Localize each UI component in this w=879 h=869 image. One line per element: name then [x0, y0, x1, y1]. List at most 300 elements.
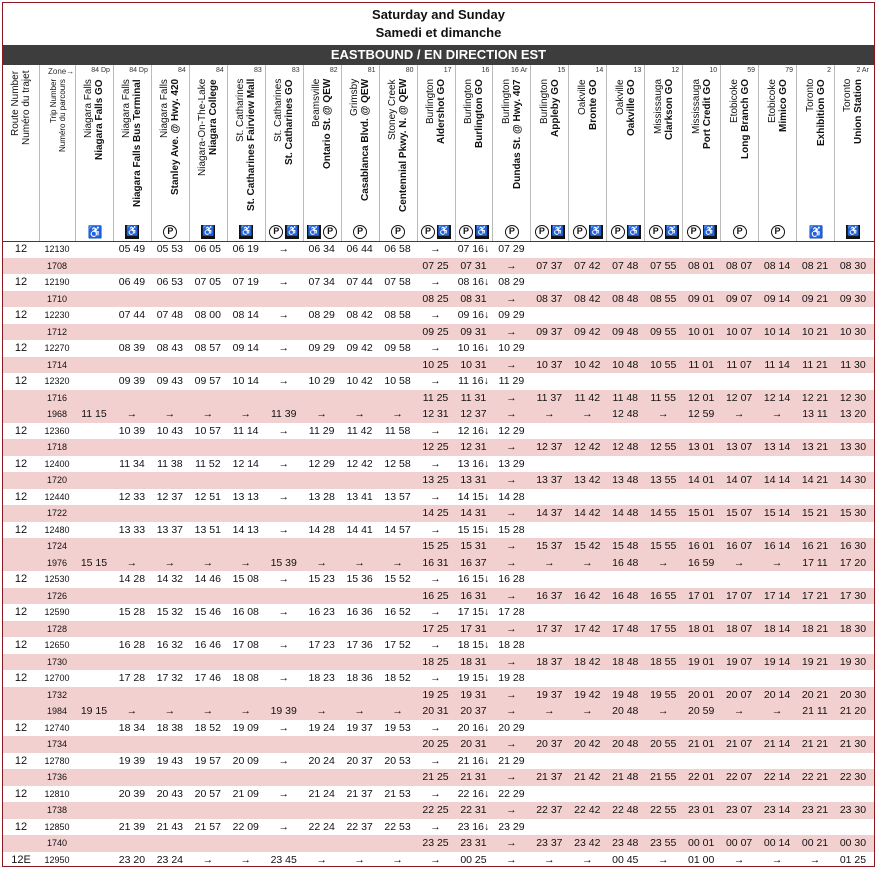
departure-time: 11 29 — [308, 424, 335, 437]
departure-time: 15 55 — [650, 540, 677, 552]
departure-time: → — [506, 358, 517, 371]
parking-icon: P — [733, 225, 747, 239]
departure-time — [530, 753, 568, 770]
departure-time: 14 14 — [763, 474, 791, 486]
departure-time — [530, 373, 568, 390]
table-row — [3, 654, 874, 671]
departure-time: → — [506, 540, 517, 552]
table-row — [3, 357, 874, 374]
departure-time — [644, 571, 682, 588]
departure-time — [151, 505, 189, 522]
departure-time — [796, 571, 834, 588]
departure-time — [796, 522, 834, 539]
departure-time: 22 29 — [498, 787, 525, 800]
stop-station: Burlington GO — [473, 79, 485, 148]
stop-name — [311, 79, 333, 219]
departure-time — [227, 258, 265, 275]
departure-time — [189, 357, 227, 374]
departure-time — [682, 571, 720, 588]
departure-time: → — [430, 375, 441, 387]
departure-time: 14 13 — [232, 523, 259, 536]
table-row — [3, 753, 874, 770]
stop-name — [653, 79, 675, 219]
departure-time: 19 07 — [725, 655, 753, 668]
departure-time: 21 37 — [346, 787, 373, 800]
route-number — [3, 687, 39, 704]
departure-time: 23 07 — [725, 804, 753, 816]
departure-time: → — [544, 556, 555, 569]
departure-time: 13 21 — [801, 441, 829, 453]
departure-time — [151, 357, 189, 374]
stop-header-15 — [606, 65, 644, 241]
departure-time: → — [278, 457, 289, 470]
departure-time — [265, 439, 303, 456]
departure-time: 22 42 — [574, 804, 601, 816]
departure-time: 13 51 — [194, 523, 221, 536]
departure-time: → — [430, 606, 441, 618]
departure-time — [189, 736, 227, 753]
stop-city: St. Catharines — [273, 79, 285, 143]
departure-time — [720, 340, 758, 357]
departure-time — [341, 654, 379, 671]
departure-time: → — [202, 556, 214, 569]
departure-time: 12 21 — [801, 391, 829, 404]
departure-time: 21 29 — [498, 754, 525, 767]
departure-time — [113, 538, 151, 555]
departure-time — [303, 439, 341, 456]
departure-time: 22 37 — [346, 820, 373, 833]
stop-station: Appleby GO — [549, 79, 561, 137]
departure-time: 14 07 — [725, 474, 753, 486]
trip-label-line: Numéro du parcours — [57, 79, 67, 152]
departure-time: → — [809, 853, 821, 866]
departure-time: 22 37 — [536, 804, 563, 816]
departure-time — [341, 258, 379, 275]
departure-time: 18 30 — [839, 622, 867, 635]
departure-time: 17 01 — [688, 589, 715, 602]
departure-time: 18 52 — [384, 672, 411, 684]
departure-time: 20 59 — [688, 705, 715, 717]
departure-time: 12 58 — [384, 457, 411, 470]
departure-time — [796, 819, 834, 836]
table-row — [3, 571, 874, 588]
stop-header-6 — [265, 65, 303, 241]
departure-time — [303, 736, 341, 753]
table-row — [3, 819, 874, 836]
trip-number: 12400 — [44, 458, 70, 469]
departure-time: 23 31 — [460, 837, 487, 849]
departure-time: 09 29 — [308, 342, 335, 354]
route-header — [3, 65, 39, 241]
departure-time: 19 43 — [156, 754, 183, 767]
parking-icon: P — [353, 225, 367, 239]
departure-time — [379, 324, 417, 341]
departure-time: 19 21 — [801, 655, 829, 668]
departure-time: 21 09 — [232, 787, 259, 800]
departure-time: → — [278, 490, 289, 503]
departure-time — [758, 720, 796, 737]
departure-time: 09 25 — [422, 325, 449, 338]
departure-time: 19 55 — [650, 688, 677, 701]
departure-time — [644, 670, 682, 687]
departure-time: 21 37 — [536, 771, 563, 783]
departure-time: 20 53 — [384, 754, 411, 767]
departure-time: 21 07 — [725, 738, 753, 750]
zone-number: 83 — [291, 67, 300, 74]
departure-time — [606, 819, 644, 836]
departure-time: 14 48 — [612, 507, 639, 519]
trip-number: 12360 — [44, 425, 70, 436]
stop-station: Long Branch GO — [739, 79, 751, 159]
departure-time: 21 30 — [839, 738, 867, 750]
departure-time: 09 37 — [536, 325, 563, 338]
stop-station: Union Station — [853, 79, 865, 144]
departure-time — [75, 687, 113, 704]
departure-time — [606, 489, 644, 506]
departure-time: 23 24 — [156, 853, 183, 866]
departure-time: 22 09 — [232, 820, 259, 833]
departure-time — [75, 357, 113, 374]
departure-time — [75, 456, 113, 473]
departure-time — [796, 340, 834, 357]
departure-time — [834, 637, 872, 654]
departure-time: 11 31 — [460, 391, 487, 404]
departure-time — [530, 522, 568, 539]
departure-time: 19 37 — [536, 688, 563, 701]
departure-time: → — [506, 292, 517, 305]
departure-time — [303, 769, 341, 786]
departure-time: 08 07 — [725, 259, 753, 272]
departure-time — [113, 258, 151, 275]
departure-time: 22 01 — [688, 771, 715, 783]
route-number: 12 — [14, 523, 28, 536]
accessible-icon: ♿ — [589, 226, 603, 237]
departure-time: 16 32 — [156, 639, 183, 651]
departure-time: 12 14 — [232, 457, 259, 470]
route-number: 12 — [14, 672, 28, 684]
departure-time: 16 46 — [194, 639, 221, 651]
departure-time: → — [164, 408, 176, 420]
departure-time — [151, 621, 189, 638]
departure-time: → — [164, 705, 176, 717]
departure-time — [758, 373, 796, 390]
departure-time: → — [771, 556, 783, 569]
departure-time: → — [430, 639, 441, 651]
table-row — [3, 720, 874, 737]
departure-time — [151, 439, 189, 456]
departure-time: 09 43 — [156, 375, 183, 387]
departure-time: 19 42 — [574, 688, 601, 701]
departure-time: 00 01 — [688, 837, 715, 849]
table-row — [3, 489, 874, 506]
trip-number: 1738 — [46, 805, 68, 815]
departure-time: 11 38 — [157, 457, 183, 470]
departure-time: 17 15↓ — [457, 606, 490, 618]
departure-time — [606, 307, 644, 324]
departure-time — [530, 340, 568, 357]
trip-number: 12130 — [44, 244, 70, 254]
departure-time: → — [582, 408, 593, 420]
departure-time — [151, 291, 189, 308]
table-row — [3, 390, 874, 407]
departure-time — [265, 390, 303, 407]
departure-time: 22 16↓ — [457, 787, 490, 800]
departure-time: 14 21 — [801, 474, 829, 486]
departure-time: 17 48 — [612, 622, 639, 635]
departure-time — [303, 505, 341, 522]
departure-time — [341, 439, 379, 456]
departure-time: 22 48 — [612, 804, 639, 816]
departure-time: 17 36 — [346, 639, 373, 651]
departure-time — [644, 753, 682, 770]
departure-time: 16 42 — [574, 589, 601, 602]
departure-time: 19 48 — [612, 688, 639, 701]
departure-time: 15 32 — [156, 606, 183, 618]
trip-number: 1740 — [46, 838, 68, 848]
departure-time: 20 21 — [801, 688, 829, 701]
departure-time: → — [430, 787, 441, 800]
route-number — [3, 291, 39, 308]
departure-time — [189, 324, 227, 341]
accessible-icon: ♿ — [703, 226, 716, 237]
departure-time: 15 28 — [498, 523, 525, 536]
departure-time: 10 39 — [118, 424, 146, 437]
departure-time: → — [278, 787, 289, 800]
departure-time: 06 49 — [118, 276, 146, 288]
departure-time: 20 31 — [460, 738, 487, 750]
stop-name — [501, 79, 523, 219]
departure-time — [568, 753, 606, 770]
departure-time: 23 20 — [118, 853, 146, 866]
departure-time: → — [278, 573, 289, 585]
departure-time: 19 57 — [194, 754, 221, 767]
departure-time: 07 44 — [118, 309, 146, 321]
departure-time — [720, 637, 758, 654]
departure-time — [189, 654, 227, 671]
stop-header-20 — [796, 65, 834, 241]
departure-time: 20 43 — [156, 787, 183, 800]
trip-number: 1726 — [46, 590, 68, 601]
departure-time: → — [506, 771, 517, 783]
departure-time — [834, 753, 872, 770]
table-row — [3, 835, 874, 852]
departure-time: → — [430, 754, 441, 767]
table-row — [3, 670, 874, 687]
departure-time: → — [506, 589, 517, 602]
departure-time — [758, 274, 796, 291]
trip-number: 1734 — [46, 739, 68, 749]
stop-station: Stanley Ave. @ Hwy. 420 — [170, 79, 182, 196]
route-number: 12 — [14, 639, 28, 651]
departure-time — [758, 786, 796, 803]
departure-time — [113, 357, 151, 374]
departure-time — [151, 802, 189, 819]
departure-time: 14 28 — [308, 523, 335, 536]
departure-time — [834, 489, 872, 506]
departure-time — [151, 654, 189, 671]
departure-time: 13 30 — [839, 441, 867, 453]
departure-time — [189, 769, 227, 786]
departure-time: 19 31 — [460, 688, 487, 701]
trip-number: 1984 — [46, 706, 68, 716]
departure-time: 10 14 — [232, 375, 259, 387]
departure-time: 12 31 — [422, 408, 449, 420]
departure-time: 20 31 — [422, 705, 449, 717]
departure-time — [758, 753, 796, 770]
departure-time — [151, 538, 189, 555]
stop-header-11 — [455, 65, 493, 241]
departure-time — [606, 456, 644, 473]
departure-time — [530, 241, 568, 258]
departure-time — [682, 456, 720, 473]
departure-time: 20 57 — [194, 787, 221, 800]
departure-time: 17 28 — [118, 672, 146, 684]
departure-time: 06 58 — [384, 243, 411, 255]
departure-time: 07 05 — [194, 276, 221, 288]
departure-time: 17 31 — [460, 622, 487, 635]
departure-time — [75, 307, 113, 324]
stop-name — [425, 79, 447, 219]
stop-station: Aldershot GO — [436, 79, 448, 145]
departure-time — [303, 472, 341, 489]
departure-time: 20 55 — [650, 738, 677, 750]
departure-time: 22 14 — [763, 771, 791, 783]
departure-time: 21 55 — [650, 771, 677, 783]
schedule-table — [2, 2, 875, 867]
zone-number: 84 — [215, 67, 224, 74]
route-number — [3, 555, 39, 572]
departure-time: → — [430, 573, 441, 585]
departure-time — [227, 769, 265, 786]
departure-time: 07 25 — [422, 259, 449, 272]
departure-time: → — [771, 705, 783, 717]
departure-time: 13 33 — [118, 523, 146, 536]
departure-time: 09 48 — [612, 325, 639, 338]
trip-label-line: Trip Number — [48, 79, 58, 124]
departure-time: → — [316, 408, 327, 420]
stop-name — [729, 79, 751, 219]
stop-header-19 — [758, 65, 796, 241]
departure-time — [113, 687, 151, 704]
departure-time — [227, 324, 265, 341]
departure-time: 17 21 — [801, 589, 829, 602]
departure-time: 15 28 — [118, 606, 146, 618]
departure-time: 07 19 — [232, 276, 259, 288]
departure-time: → — [544, 408, 555, 420]
table-row — [3, 324, 874, 341]
stop-name — [159, 79, 181, 219]
departure-time: 20 37 — [346, 754, 373, 767]
departure-time: 10 25 — [422, 358, 449, 371]
departure-time — [113, 390, 151, 407]
departure-time — [682, 241, 720, 258]
departure-time — [720, 786, 758, 803]
departure-time — [720, 720, 758, 737]
stop-city: Niagara-On-The-Lake — [197, 79, 209, 177]
departure-time: 10 07 — [725, 325, 753, 338]
accessible-icon: ♿ — [87, 225, 103, 239]
trip-number: 1718 — [46, 442, 68, 452]
departure-time — [75, 258, 113, 275]
departure-time — [644, 274, 682, 291]
departure-time: 14 31 — [460, 507, 487, 519]
departure-time — [644, 340, 682, 357]
departure-time — [341, 505, 379, 522]
departure-time — [227, 687, 265, 704]
departure-time: → — [582, 853, 593, 866]
departure-time: 22 31 — [460, 804, 487, 816]
departure-time: → — [506, 837, 517, 849]
departure-time — [265, 769, 303, 786]
route-number — [3, 472, 39, 489]
stop-station: Dundas St. @ Hwy. 407 — [511, 79, 523, 189]
departure-time: 09 55 — [650, 325, 677, 338]
route-number: 12 — [14, 309, 28, 321]
table-row — [3, 604, 874, 621]
departure-time — [75, 390, 113, 407]
departure-time: → — [771, 408, 783, 420]
departure-time — [189, 291, 227, 308]
departure-time: → — [240, 556, 252, 569]
departure-time: 21 16↓ — [457, 754, 490, 767]
departure-time: → — [202, 408, 214, 420]
departure-time — [720, 456, 758, 473]
departure-time — [796, 423, 834, 440]
departure-time: 19 28 — [498, 672, 525, 684]
departure-time — [606, 423, 644, 440]
departure-time — [530, 720, 568, 737]
route-number — [3, 802, 39, 819]
departure-time: 16 48 — [612, 556, 639, 569]
departure-time: → — [506, 391, 517, 404]
departure-time: 11 55 — [650, 391, 676, 404]
departure-time — [644, 786, 682, 803]
departure-time — [644, 819, 682, 836]
parking-icon: P — [771, 225, 785, 239]
departure-time — [720, 670, 758, 687]
departure-time: 11 39 — [270, 408, 297, 420]
departure-time: 17 55 — [650, 622, 677, 635]
departure-time — [720, 522, 758, 539]
trip-number: 12270 — [44, 343, 70, 353]
departure-time — [265, 687, 303, 704]
departure-time — [644, 307, 682, 324]
departure-time: → — [126, 705, 138, 717]
departure-time — [151, 390, 189, 407]
accessible-icon: ♿ — [437, 226, 451, 237]
departure-time: 23 42 — [574, 837, 601, 849]
departure-time — [75, 769, 113, 786]
departure-time — [568, 274, 606, 291]
departure-time: 22 25 — [422, 804, 449, 816]
departure-time: 11 07 — [726, 358, 752, 371]
departure-time — [758, 637, 796, 654]
departure-time — [682, 340, 720, 357]
departure-time: → — [582, 705, 593, 717]
departure-time: → — [506, 853, 517, 866]
departure-time: 10 37 — [536, 358, 563, 371]
departure-time: 20 37 — [536, 738, 563, 750]
departure-time — [758, 241, 796, 258]
trip-number: 1968 — [46, 409, 68, 419]
departure-time: → — [392, 408, 403, 420]
stop-name — [691, 79, 713, 219]
departure-time: 09 14 — [232, 342, 259, 354]
table-row — [3, 456, 874, 473]
departure-time: 09 29 — [498, 309, 525, 321]
departure-time: 18 55 — [650, 655, 677, 668]
stop-header-10 — [417, 65, 455, 241]
